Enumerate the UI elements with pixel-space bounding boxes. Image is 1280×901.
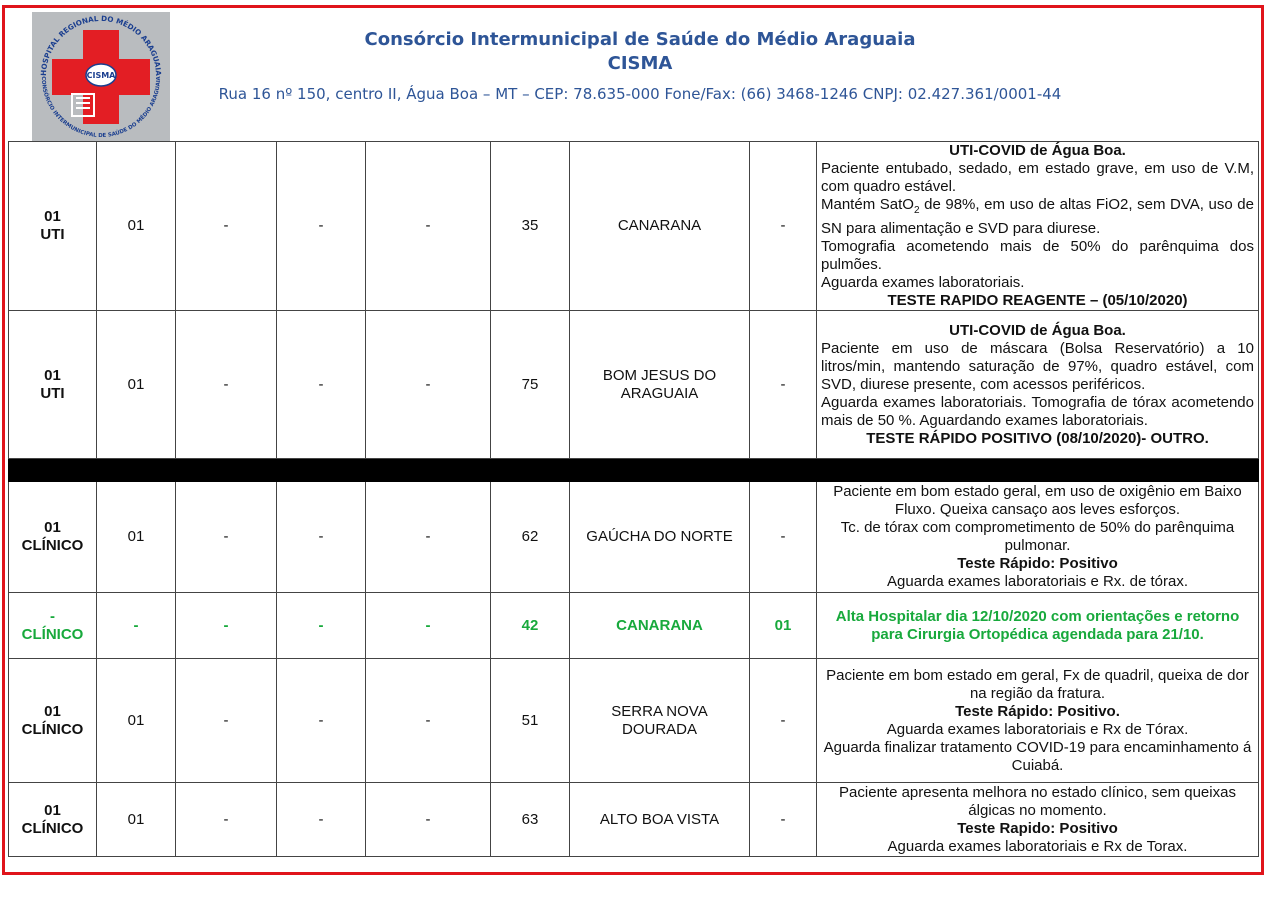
table-cell: -	[176, 593, 277, 659]
city-cell: BOM JESUS DO ARAGUAIA	[570, 311, 750, 459]
table-cell: -	[176, 659, 277, 783]
count-cell: 01	[97, 659, 176, 783]
count-cell: 01	[97, 142, 176, 311]
observation-cell	[817, 659, 1259, 783]
city-cell: ALTO BOA VISTA	[570, 783, 750, 857]
obs-text: Aguarda exames laboratoriais e Rx. de tórax.	[887, 573, 1188, 590]
table-cell: -	[176, 783, 277, 857]
obs-test-result: Teste Rápido: Positivo	[957, 555, 1118, 572]
age-cell: 42	[491, 593, 570, 659]
count-cell: 01	[97, 783, 176, 857]
table-row	[9, 482, 1259, 593]
obs-test-result: Teste Rapido: Positivo	[957, 819, 1118, 837]
age-cell: 63	[491, 783, 570, 857]
obs-title: UTI-COVID de Água Boa.	[949, 142, 1126, 159]
obs-text: Tomografia acometendo mais de 50% do parênquima dos pulmões.	[821, 238, 1254, 273]
table-row	[9, 311, 1259, 459]
obs-test-result: Teste Rápido: Positivo.	[955, 702, 1120, 720]
count-cell: -	[97, 593, 176, 659]
table-row	[9, 593, 1259, 659]
obs-title: UTI-COVID de Água Boa.	[949, 321, 1126, 339]
age-cell: 35	[491, 142, 570, 311]
bed-cell: 01 UTI	[9, 311, 97, 459]
table-cell: -	[277, 142, 366, 311]
bed-cell: 01 CLÍNICO	[9, 783, 97, 857]
observation-cell	[817, 783, 1259, 857]
observation-cell	[817, 311, 1259, 459]
observation-cell	[817, 142, 1259, 311]
city-cell: CANARANA	[570, 593, 750, 659]
age-cell: 75	[491, 311, 570, 459]
obs-text: Paciente em uso de máscara (Bolsa Reservatório) a 10 litros/min, mantendo saturação de 97%, quadro estável, com SVD, diurese presente, com acessos periféricos.	[821, 339, 1254, 393]
count-cell: 01	[97, 311, 176, 459]
table-cell: -	[750, 142, 817, 311]
table-cell: -	[366, 142, 491, 311]
obs-text: Aguarda exames laboratoriais e Rx de Tórax.	[886, 720, 1189, 738]
age-cell: 51	[491, 659, 570, 783]
age-cell: 62	[491, 482, 570, 593]
obs-test-result: TESTE RÁPIDO POSITIVO (08/10/2020)- OUTRO.	[866, 429, 1209, 447]
obs-text: Paciente em bom estado geral, em uso de oxigênio em Baixo Fluxo. Queixa cansaço aos leves esforços.	[833, 483, 1242, 518]
logo-arc-bottom-text: CONSÓRCIO INTERMUNICIPAL DE SAÚDE DO MÉDIO ARAGUAIA	[39, 76, 163, 140]
organization-acronym: CISMA	[607, 53, 673, 74]
table-cell: -	[277, 593, 366, 659]
obs-text: Paciente apresenta melhora no estado clínico, sem queixas álgicas no momento.	[839, 783, 1236, 819]
obs-text: Tc. de tórax com comprometimento de 50% do parênquima pulmonar.	[840, 519, 1235, 554]
obs-text: Aguarda exames laboratoriais.	[821, 274, 1025, 291]
table-cell: -	[750, 659, 817, 783]
table-cell: -	[366, 783, 491, 857]
table-cell: -	[750, 482, 817, 593]
organization-address: Rua 16 nº 150, centro II, Água Boa – MT – CEP: 78.635-000 Fone/Fax: (66) 3468-1246 CNPJ: 02.427.361/0001-44	[218, 85, 1062, 103]
table-row	[9, 659, 1259, 783]
table-cell: -	[176, 311, 277, 459]
table-cell: -	[366, 659, 491, 783]
obs-text: Paciente entubado, sedado, em estado grave, em uso de V.M, com quadro estável.	[821, 160, 1254, 195]
city-cell: GAÚCHA DO NORTE	[570, 482, 750, 593]
table-cell: -	[750, 311, 817, 459]
table-cell: -	[750, 783, 817, 857]
observation-cell	[817, 482, 1259, 593]
obs-text: Aguarda exames laboratoriais e Rx de Torax.	[887, 837, 1188, 855]
table-cell: -	[176, 142, 277, 311]
bed-cell: 01 CLÍNICO	[9, 659, 97, 783]
bed-cell: 01 CLÍNICO	[9, 482, 97, 593]
city-cell: SERRA NOVA DOURADA	[570, 659, 750, 783]
logo-arc-top-text: HOSPITAL REGIONAL DO MÉDIO ARAGUAIA	[38, 13, 164, 77]
bed-cell: 01 UTI	[9, 142, 97, 311]
count-cell: 01	[97, 482, 176, 593]
table-cell: -	[277, 311, 366, 459]
table-cell: -	[277, 482, 366, 593]
table-cell: -	[176, 482, 277, 593]
organization-title: Consórcio Intermunicipal de Saúde do Médio Araguaia	[364, 29, 916, 50]
patient-table	[8, 141, 1259, 857]
obs-text: Mantém SatO$_2$ de 98%, em uso de altas FiO2, sem DVA, uso de SN para alimentação e SVD para diurese.	[821, 196, 1254, 237]
table-cell: -	[366, 593, 491, 659]
cisma-logo-graphic	[32, 12, 170, 141]
cisma-logo	[32, 12, 170, 141]
section-separator	[9, 459, 1259, 482]
table-cell: -	[277, 659, 366, 783]
obs-text: Paciente em bom estado em geral, Fx de quadril, queixa de dor na região da fratura.	[826, 666, 1249, 702]
table-cell: 01	[750, 593, 817, 659]
observation-cell	[817, 593, 1259, 659]
obs-text: Aguarda finalizar tratamento COVID-19 para encaminhamento á Cuiabá.	[823, 738, 1252, 774]
table-row	[9, 783, 1259, 857]
obs-discharge-text: Alta Hospitalar dia 12/10/2020 com orientações e retorno para Cirurgia Ortopédica agendada para 21/10.	[835, 607, 1240, 643]
table-cell: -	[366, 482, 491, 593]
bed-cell: - CLÍNICO	[9, 593, 97, 659]
obs-test-result: TESTE RAPIDO REAGENTE – (05/10/2020)	[887, 292, 1188, 309]
obs-text: Aguarda exames laboratoriais. Tomografia de tórax acometendo mais de 50 %. Aguardando exames laboratoriais.	[821, 393, 1254, 429]
table-cell: -	[366, 311, 491, 459]
table-row	[9, 142, 1259, 311]
logo-center-text: CISMA	[86, 71, 116, 80]
document-header	[180, 28, 1100, 104]
table-cell: -	[277, 783, 366, 857]
city-cell: CANARANA	[570, 142, 750, 311]
